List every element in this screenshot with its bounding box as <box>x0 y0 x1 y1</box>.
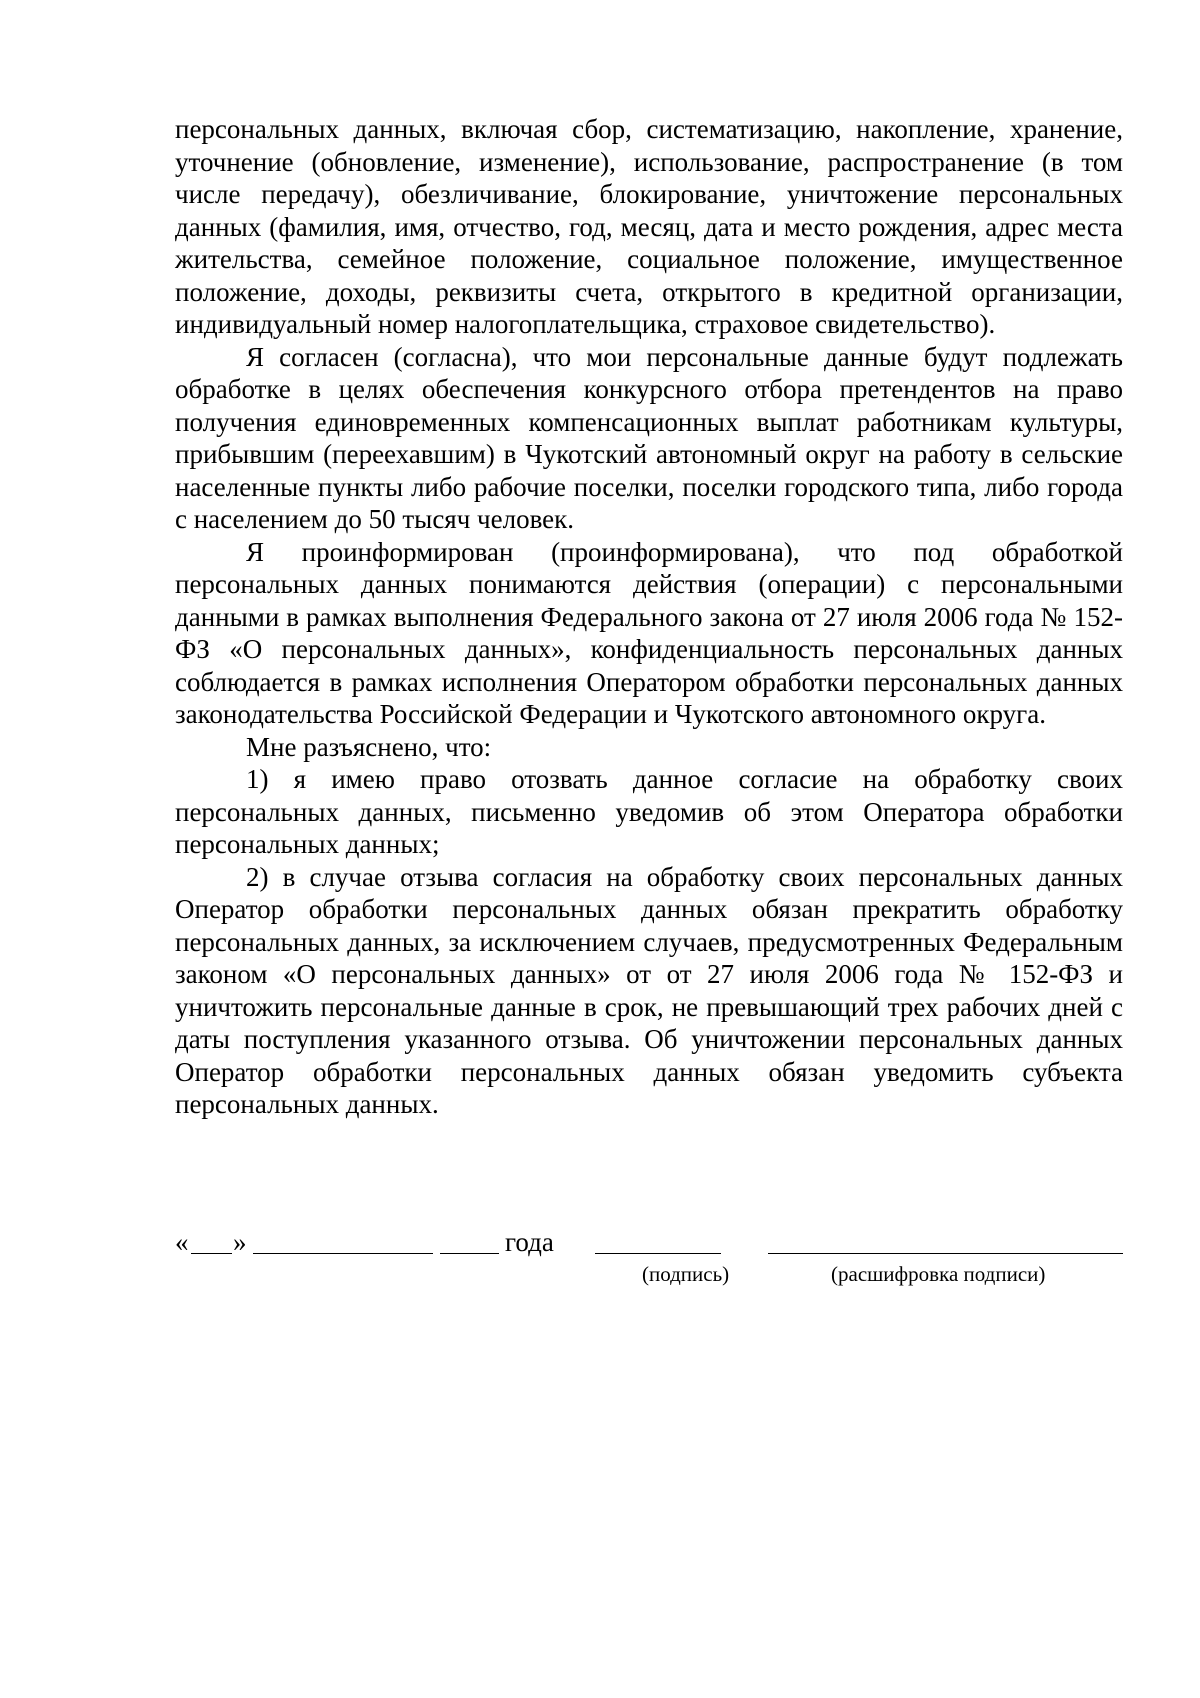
month-blank[interactable] <box>253 1253 433 1254</box>
year-blank[interactable] <box>440 1253 499 1254</box>
day-blank[interactable] <box>191 1253 232 1254</box>
document-body <box>175 113 1123 1121</box>
paragraph-explained: Мне разъяснено, что: <box>246 731 492 762</box>
signature-line <box>175 1226 1123 1260</box>
signature-blank[interactable] <box>595 1253 721 1254</box>
list-item-revoke-consequences: 2) в случае отзыва согласия на обработку своих персональных данных Оператор обработки персональных данных обязан прекратить обработку персональных данных, за исключением случаев, предусмотренных Федеральным законом «О персональных данных» от от 27 июля 2006 года № 152-ФЗ и уничтожить персональные данные в срок, не превышающий трех рабочих дней с даты поступления указанного отзыва. Об уничтожении персональных данных Оператор обработки персональных данных обязан уведомить субъекта персональных данных. <box>175 861 1123 1119</box>
paragraph-processing-list: персональных данных, включая сбор, систематизацию, накопление, хранение, уточнение (обновление, изменение), использование, распространение (в том числе передачу), обезличивание, блокирование, уничтожение персональных данных (фамилия, имя, отчество, год, месяц, дата и место рождения, адрес места жительства, семейное положение, социальное положение, имущественное положение, доходы, реквизиты счета, открытого в кредитной организации, индивидуальный номер налогоплательщика, страховое свидетельство). <box>175 114 1123 339</box>
list-item-revoke-right: 1) я имею право отозвать данное согласие на обработку своих персональных данных, письменно уведомив об этом Оператора обработки персональных данных; <box>175 764 1123 859</box>
date-close-quote: » <box>233 1227 247 1257</box>
decoding-caption: (расшифровка подписи) <box>831 1262 1046 1286</box>
paragraph-consent-purpose: Я согласен (согласна), что мои персональные данные будут подлежать обработке в целях обеспечения конкурсного отбора претендентов на право получения единовременных компенсационных выплат работникам культуры, прибывшим (переехавшим) в Чукотский автономный округ на работу в сельские населенные пункты либо рабочие поселки, поселки городского типа, либо города с населением до 50 тысяч человек. <box>175 341 1123 534</box>
paragraph-informed: Я проинформирован (проинформирована), что под обработкой персональных данных понимаются действия (операции) с персональными данными в рамках выполнения Федерального закона от 27 июля 2006 года № 152-ФЗ «О персональных данных», конфиденциальность персональных данных соблюдается в рамках исполнения Оператором обработки персональных данных законодательства Российской Федерации и Чукотского автономного округа. <box>175 536 1123 729</box>
signature-caption: (подпись) <box>642 1262 730 1286</box>
signature-captions <box>175 1262 1123 1290</box>
year-word: года <box>505 1227 554 1257</box>
signature-decoding-blank[interactable] <box>768 1253 1123 1254</box>
date-open-quote: « <box>175 1227 189 1257</box>
